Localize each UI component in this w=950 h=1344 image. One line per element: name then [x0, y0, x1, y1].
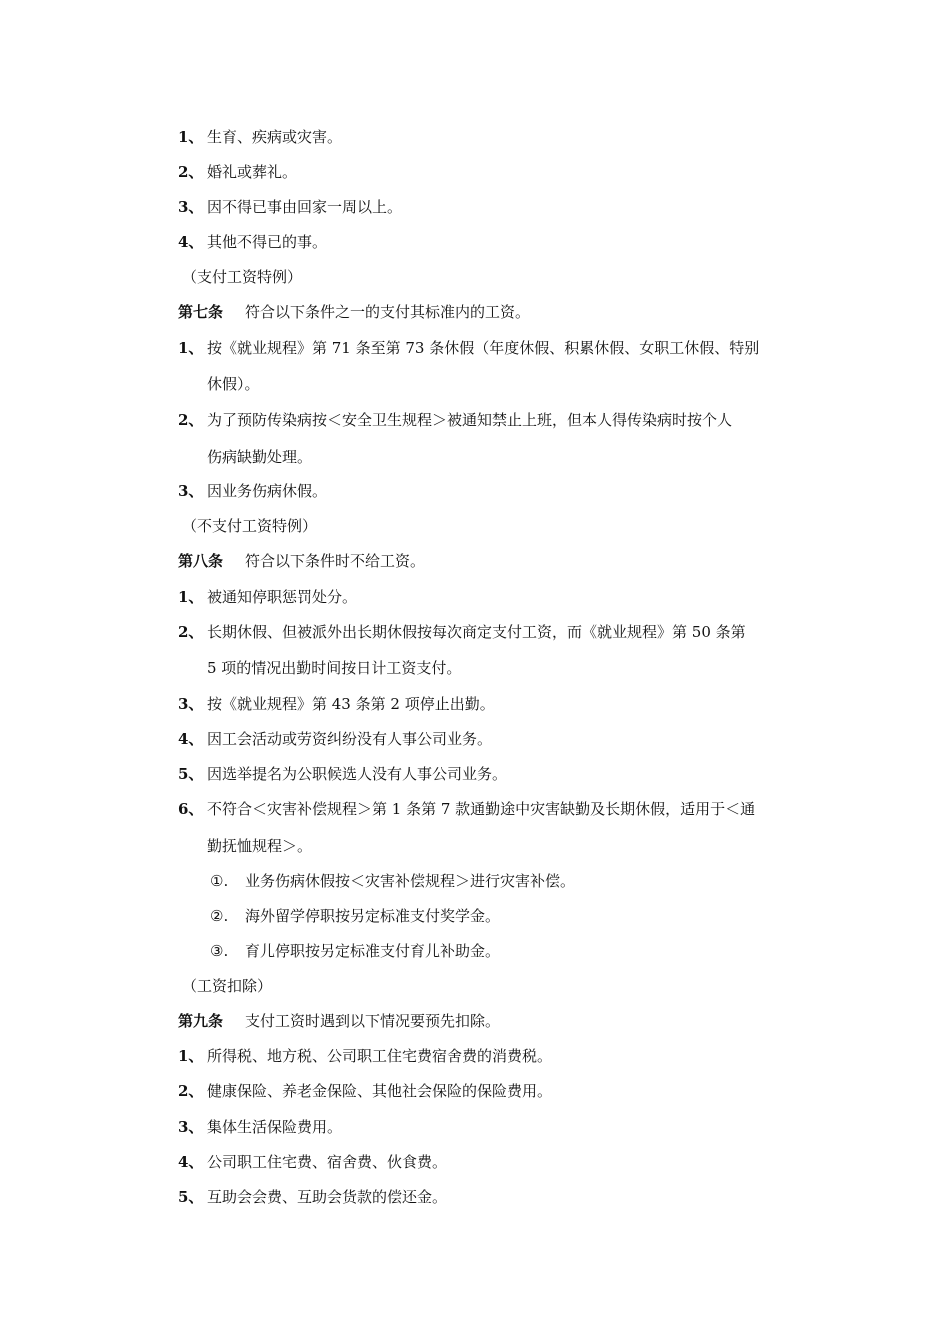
article-heading: 第七条 符合以下条件之一的支付其标准内的工资。	[178, 303, 531, 321]
article-heading: 第九条 支付工资时遇到以下情况要预先扣除。	[178, 1012, 501, 1030]
list-item: 6、 不符合＜灾害补偿规程＞第 1 条第 7 款通勤途中灾害缺勤及长期休假，适用于＜通	[178, 800, 756, 818]
list-item: 3、 因不得已事由回家一周以上。	[178, 198, 403, 216]
list-item: 1、 按《就业规程》第 71 条至第 73 条休假（年度休假、积累休假、女职工休假、特别	[178, 339, 760, 357]
list-item-continuation: 勤抚恤规程＞。	[207, 837, 313, 855]
list-item: 2、 健康保险、养老金保险、其他社会保险的保险费用。	[178, 1082, 553, 1100]
sub-item: ①. 业务伤病休假按＜灾害补偿规程＞进行灾害补偿。	[210, 872, 576, 890]
sub-item: ②. 海外留学停职按另定标准支付奖学金。	[210, 907, 501, 925]
list-item-continuation: 伤病缺勤处理。	[207, 448, 313, 466]
article-heading: 第八条 符合以下条件时不给工资。	[178, 552, 426, 570]
list-item: 4、 因工会活动或劳资纠纷没有人事公司业务。	[178, 730, 493, 748]
list-item: 3、 按《就业规程》第 43 条第 2 项停止出勤。	[178, 695, 495, 713]
list-item: 4、 其他不得已的事。	[178, 233, 328, 251]
section-heading: （支付工资特例）	[182, 268, 303, 286]
list-item-continuation: 5 项的情况出勤时间按日计工资支付。	[207, 659, 462, 677]
section-heading: （不支付工资特例）	[182, 517, 318, 535]
list-item: 1、 所得税、地方税、公司职工住宅费宿舍费的消费税。	[178, 1047, 553, 1065]
list-item: 5、 因选举提名为公职候选人没有人事公司业务。	[178, 765, 508, 783]
list-item: 4、 公司职工住宅费、宿舍费、伙食费。	[178, 1153, 448, 1171]
list-item: 5、 互助会会费、互助会货款的偿还金。	[178, 1188, 448, 1206]
sub-item: ③. 育儿停职按另定标准支付育儿补助金。	[210, 942, 501, 960]
list-item: 1、 生育、疾病或灾害。	[178, 128, 343, 146]
list-item: 1、 被通知停职惩罚处分。	[178, 588, 358, 606]
list-item: 3、 集体生活保险费用。	[178, 1118, 343, 1136]
list-item: 3、 因业务伤病休假。	[178, 482, 328, 500]
list-item: 2、 长期休假、但被派外出长期休假按每次商定支付工资，而《就业规程》第 50 条第	[178, 623, 746, 641]
list-item-continuation: 休假）。	[207, 375, 260, 393]
list-item: 2、 为了预防传染病按＜安全卫生规程＞被通知禁止上班，但本人得传染病时按个人	[178, 411, 733, 429]
section-heading: （工资扣除）	[182, 977, 273, 995]
list-item: 2、 婚礼或葬礼。	[178, 163, 298, 181]
